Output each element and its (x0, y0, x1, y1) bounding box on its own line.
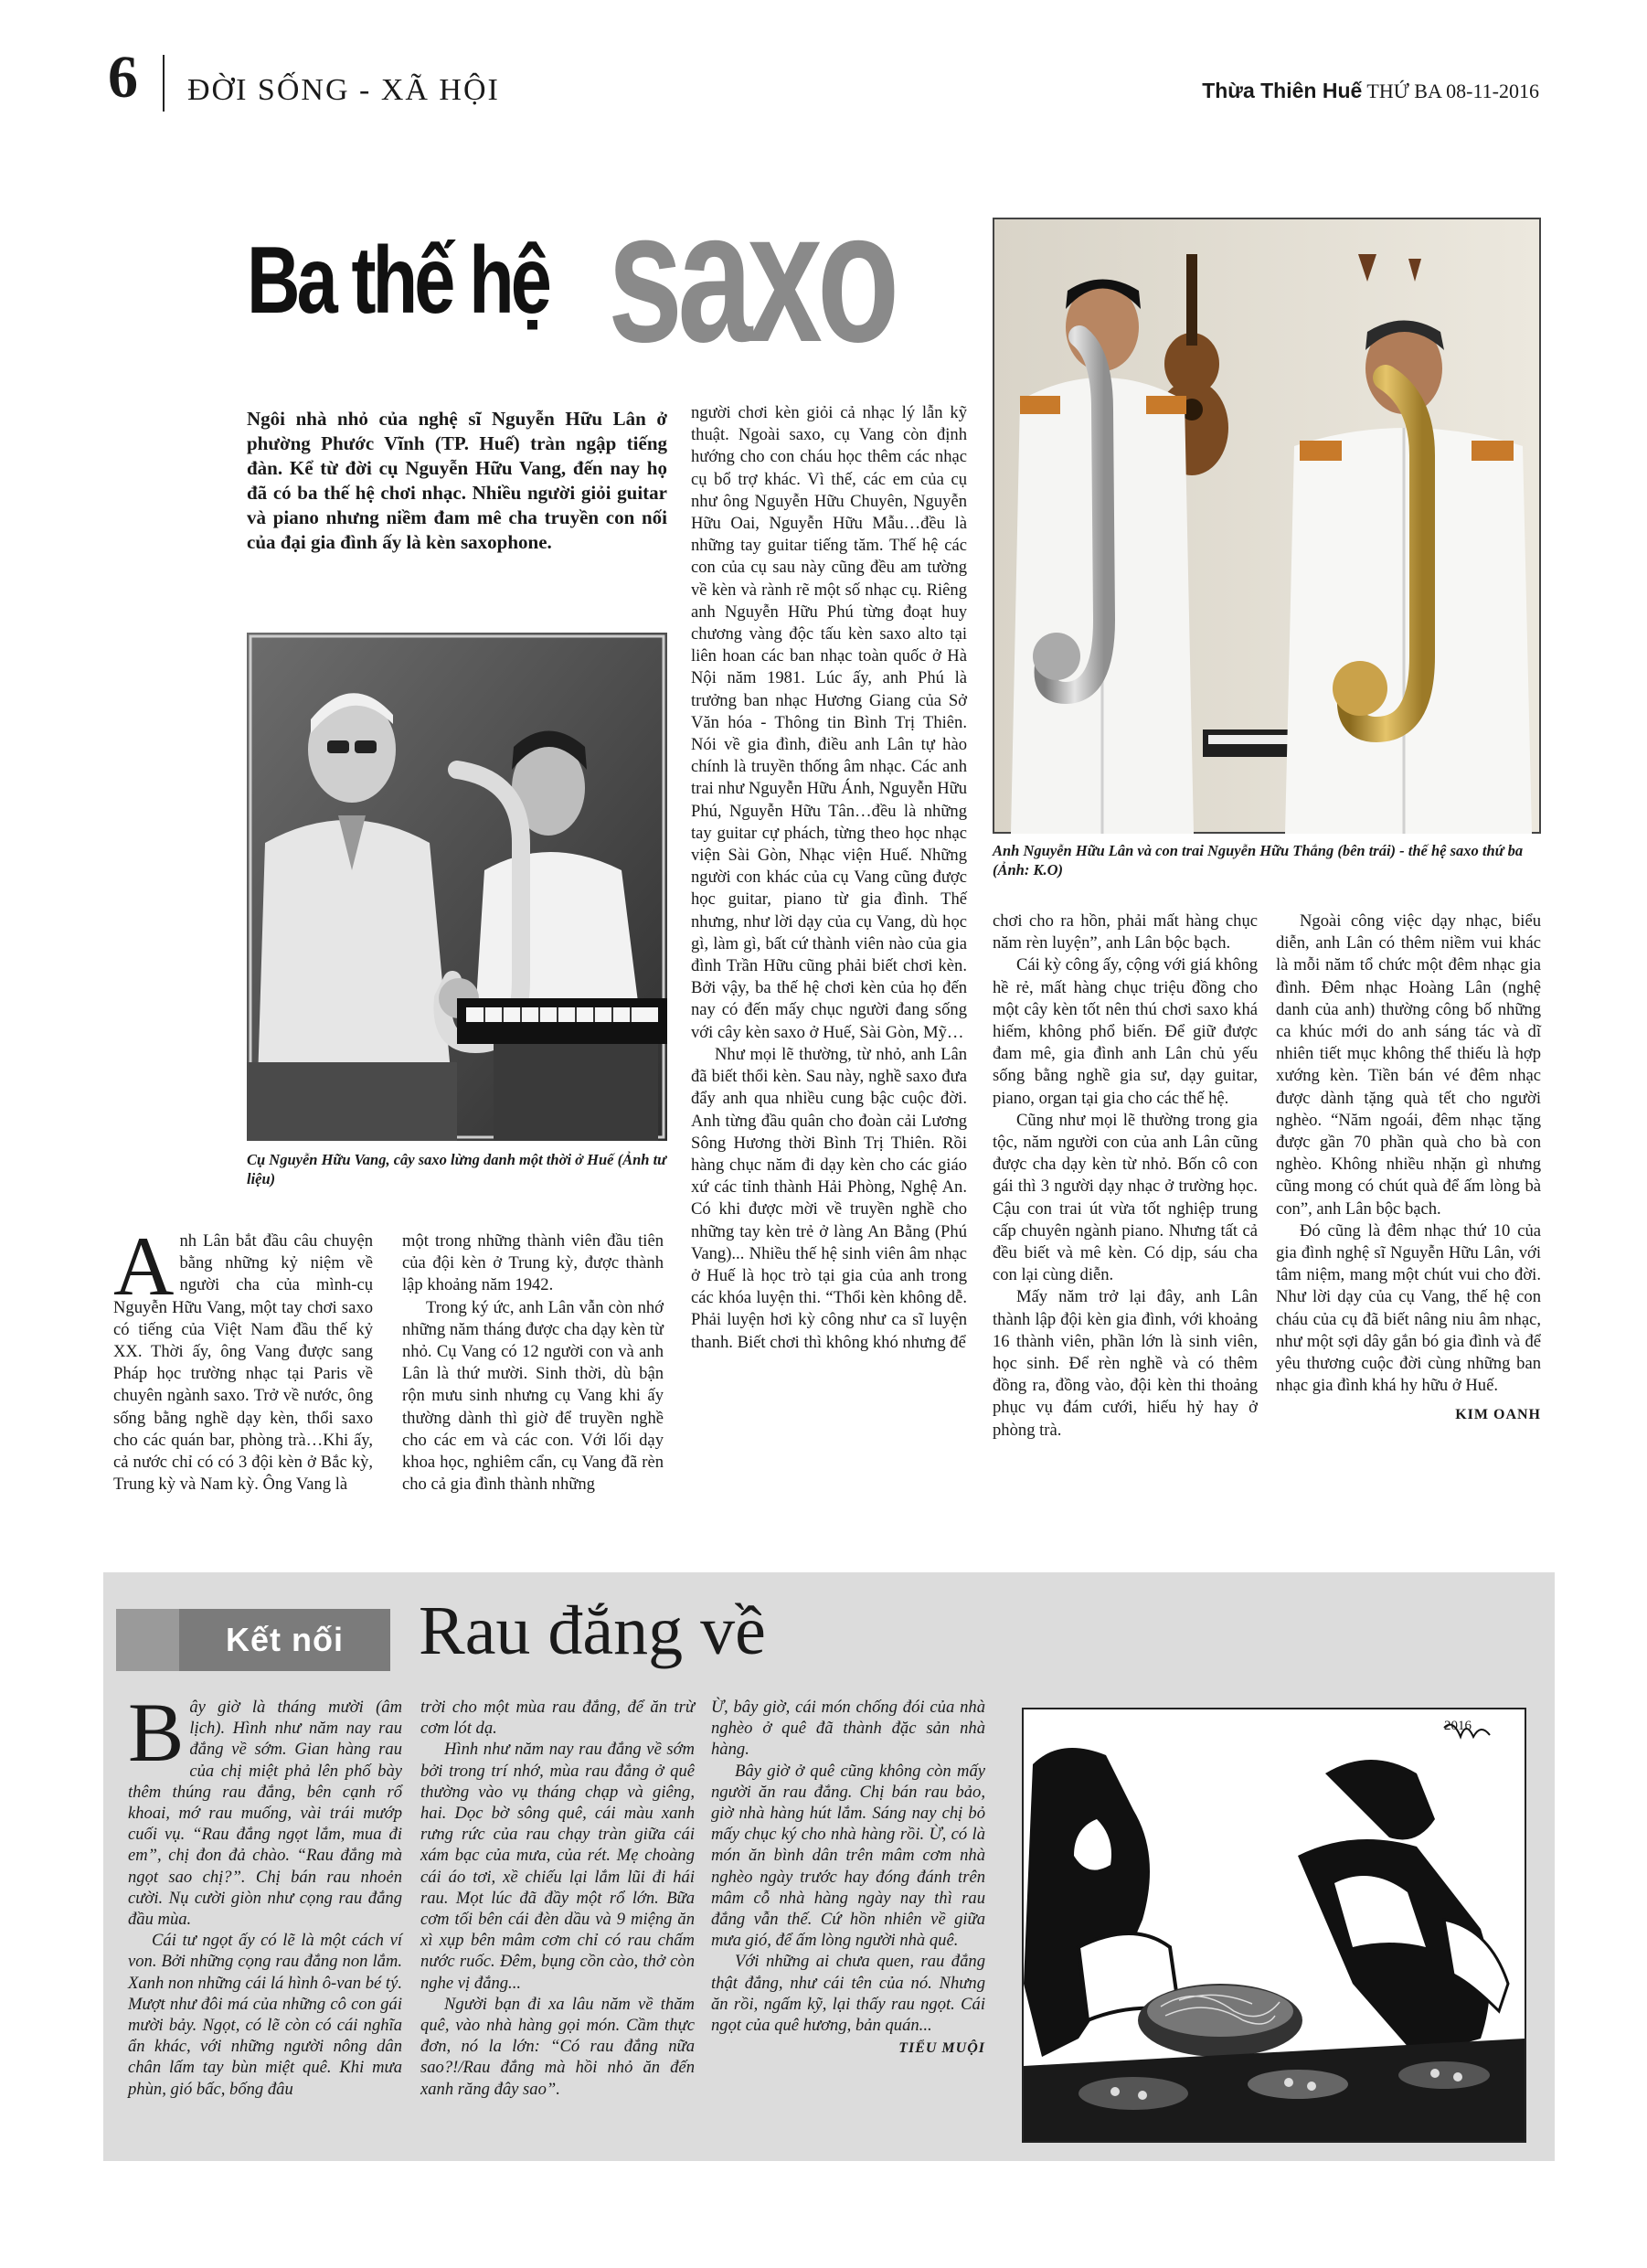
article-paragraph: Cái kỳ công ấy, cộng với giá không hề rẻ, mất hàng chục triệu đồng cho một cây kèn tốt nên thú chơi saxo khá hiếm, không phổ biến. Để giữ được đam mê, gia đình anh Lân chủ yếu sống bằng nghề gia sư, dạy guitar, piano, organ tại gia cho các thế hệ. (993, 955, 1258, 1108)
feature-paragraph: Cái tư ngọt ấy có lẽ là một cách ví von. Bởi những cọng rau đắng non lắm. Xanh non những cái lá hình ô-van bé tý. Mượt như đôi má của những cô con gái mười bảy. Ngọt, có lẽ còn có cái nghĩa ẩn khác, với những người nông dân chân lấm tay bùn miệt quê. Khi mưa phùn, gió bấc, bống đâu (128, 1931, 402, 2099)
article-title-part1: Ba thế hệ (247, 228, 549, 334)
feature-col-1 (128, 1686, 402, 2100)
photo2-caption: Anh Nguyễn Hữu Lân và con trai Nguyễn Hữu Thắng (bên trái) - thế hệ saxo thứ ba (Ảnh: K.O) (993, 842, 1524, 878)
illustration-year: 2016 (1444, 1719, 1472, 1733)
ink-drawing-image (1024, 1709, 1525, 2141)
feature-paragraph: Bây giờ ở quê cũng không còn mấy người ăn rau đắng. Chị bán rau bảo, giờ nhà hàng hút lắm. Sáng nay chị bỏ mấy chục ký cho nhà hàng rồi. Ừ, có là món ăn bình dân trên mâm cơm nhà nghèo ngày trước hay đóng đánh trên mâm cỗ nhà hàng ngày nay thì rau đắng vẫn thế. Cứ hồn nhiên về giữa mưa gió, để ấm lòng người nhà quê. (711, 1761, 985, 1951)
feature-col-3 (711, 1697, 985, 2059)
photo1-caption: Cụ Nguyễn Hữu Vang, cây saxo lừng danh một thời ở Huế (Ảnh tư liệu) (247, 1151, 667, 1187)
article-col-1 (113, 1219, 373, 1496)
article-col-3 (691, 402, 967, 1354)
section-title: ĐỜI SỐNG - XÃ HỘI (187, 73, 500, 107)
article-paragraph: người chơi kèn giỏi cả nhạc lý lẫn kỹ thuật. Ngoài saxo, cụ Vang còn định hướng cho con cháu học thêm các nhạc cụ bổ trợ khác. Vì thế, các em của cụ như ông Nguyễn Hữu Chuyên, Nguyễn Hữu Oai, Nguyễn Hữu Mẫu…đều là những tay guitar tiếng tăm. Thế hệ các con của cụ sau này cũng đều am tường về kèn và rành rẽ một số nhạc cụ. Riêng anh Nguyễn Hữu Phú từng đoạt huy chương vàng độc tấu kèn saxo alto tại liên hoan các ban nhạc toàn quốc ở Hà Nội năm 1981. Lúc ấy, anh Phú là trưởng ban nhạc Hương Giang của Sở Văn hóa - Thông tin Bình Trị Thiên. Nói về gia đình, điều anh Lân tự hào chính là truyền thống âm nhạc. Các anh trai như Nguyễn Hữu Ánh, Nguyễn Hữu Phú, Nguyễn Hữu Tân…đều là những tay guitar cự phách, từng theo học nhạc viện Sài Gòn, Nhạc viện Huế. Những người con khác của cụ Vang cũng được học guitar, piano từ gia đình. Thế nhưng, như lời dạy của cụ Vang, dù học gì, làm gì, bất cứ thành viên nào của gia đình Trần Hữu cũng phải biết chơi kèn. Bởi vậy, ba thế hệ chơi kèn của họ đến nay có đến mấy chục người đang sống với cây kèn saxo ở Huế, Sài Gòn, Mỹ… (691, 403, 967, 1042)
article-col-2 (402, 1230, 664, 1496)
header-divider (163, 55, 165, 112)
article-paragraph: Ngoài công việc dạy nhạc, biểu diễn, anh Lân có thêm niềm vui khác là mỗi năm tổ chức một đêm nhạc gia đình. Đêm nhạc Hoàng Lân (nghệ danh của anh) thường công bố những ca khúc mới do anh sáng tác và dĩ nhiên tiết mục không thể thiếu là hợp xướng kèn. Tiền bán vé đêm nhạc được dành tặng quà tết cho người nghèo. “Năm ngoái, đêm nhạc tặng được gần 70 phần quà cho bà con nghèo. Không nhiều nhặn gì nhưng cũng mong có chút quà để ấm lòng bà con”, anh Lân bộc bạch. (1276, 911, 1541, 1219)
feature-byline: TIỂU MUỘI (898, 2040, 985, 2057)
feature-title: Rau đắng về (419, 1592, 766, 1669)
feature-paragraph: trời cho một mùa rau đắng, để ăn trừ cơm lót dạ. (420, 1698, 695, 1739)
article-paragraph: Như mọi lẽ thường, từ nhỏ, anh Lân đã biết thổi kèn. Sau này, nghề saxo đưa đẩy anh qua nhiều cung bậc cuộc đời. Anh từng đầu quân cho đoàn cải Lương Sông Hương thời Bình Trị Thiên. Rồi hàng chục năm đi dạy kèn cho các giáo xứ các tỉnh thành Hải Phòng, Nghệ An. Có khi được mời về truyền nghề cho những tay kèn trẻ ở làng An Bằng (Phú Vang)... Nhiều thế hệ sinh viên âm nhạc ở Huế là học trò tại gia của anh trong các khóa luyện thi. “Thổi kèn không dễ. Phải luyện hơi kỳ công như ca sĩ luyện thanh. Biết chơi thì không khó nhưng để (691, 1044, 967, 1352)
article-col-4 (993, 910, 1258, 1442)
issue-date: THỨ BA 08-11-2016 (1366, 80, 1539, 102)
article-title-saxo: saxo (608, 172, 895, 381)
color-photo-image (993, 218, 1541, 834)
drop-cap: B (128, 1686, 185, 1779)
feature-tag: Kết nối (226, 1621, 344, 1658)
feature-paragraph: Ừ, bây giờ, cái món chống đói của nhà nghèo ở quê đã thành đặc sản nhà hàng. (711, 1698, 985, 1760)
article-paragraph: Cũng như mọi lẽ thường trong gia tộc, năm người con của anh Lân cũng được cha dạy kèn từ nhỏ. Bốn cô con gái thì 3 người dạy nhạc ở trường học. Cậu con trai út vừa tốt nghiệp trung cấp chuyên ngành piano. Nhưng tất cả đều biết và mê kèn. Có dịp, sáu cha con lại cùng diễn. (993, 1110, 1258, 1285)
article-paragraph: Mấy năm trở lại đây, anh Lân thành lập đội kèn gia đình, với khoảng 16 thành viên, phần lớn là sinh viên, học sinh. Để rèn nghề và có thêm đồng ra, đồng vào, đội kèn thi thoảng phục vụ đám cưới, hiếu hỷ hay ở phòng trà. (993, 1287, 1258, 1440)
article-paragraph: chơi cho ra hồn, phải mất hàng chục năm rèn luyện”, anh Lân bộc bạch. (993, 911, 1258, 953)
masthead (1202, 79, 1539, 103)
article-byline: KIM OANH (1455, 1407, 1541, 1423)
photo-nguyen-huu-vang (247, 633, 667, 1141)
feature-paragraph: Bây giờ là tháng mười (âm lịch). Hình như năm nay rau đắng về sớm. Gian hàng rau của chị miệt phả lên phố bày thêm thúng rau đắng, bên cạnh rổ khoai, mớ rau muống, vài trái mướp cuối vụ. “Rau đắng ngọt lắm, mua đi em”, chị đon đả chào. “Rau đắng mà ngọt sao chị?”. Chị bán rau nhoẻn cười. Nụ cười giòn như cọng rau đắng đầu mùa. (128, 1686, 402, 1930)
paper-name: Thừa Thiên Huế (1202, 79, 1363, 102)
photo-lan-and-son (993, 218, 1541, 834)
feature-paragraph: Với những ai chưa quen, rau đắng thật đắng, như cái tên của nó. Nhưng ăn rồi, ngấm kỹ, lại thấy rau ngọt. Cái ngọt của quê hương, bản quán... (711, 1952, 985, 2036)
drop-cap: A (113, 1219, 175, 1313)
article-col-5 (1276, 910, 1541, 1427)
article-lead: Ngôi nhà nhỏ của nghệ sĩ Nguyễn Hữu Lân ở phường Phước Vĩnh (TP. Huế) tràn ngập tiếng đàn. Kể từ đời cụ Nguyễn Hữu Vang, đến nay họ đã có ba thế hệ chơi nhạc. Nhiều người giỏi guitar và piano nhưng niềm đam mê cha truyền con nối của đại gia đình ấy là kèn saxophone. (247, 408, 667, 553)
article-paragraph: một trong những thành viên đầu tiên của đội kèn ở Trung kỳ, được thành lập khoảng năm 1942. (402, 1231, 664, 1295)
feature-paragraph: Hình như năm nay rau đắng về sớm bởi trong trí nhớ, mùa rau đắng ở quê thường vào vụ tháng chạp và giêng, hai. Dọc bờ sông quê, cái màu xanh rưng rức của rau chạy tràn giữa cái xám bạc của mưa, của rét. Mẹ choàng cái áo tơi, xề chiếu lại lắm lũi đi hái rau. Mọt lúc đã đầy một rổ lớn. Bữa cơm tối bên cái đèn dầu và 9 miệng ăn xì xụp bên mâm cơm chỉ có rau chấm nước ruốc. Đêm, bụng cồn cào, thở còn nghe vị đắng... (420, 1740, 695, 1993)
article-paragraph: Trong ký ức, anh Lân vẫn còn nhớ những năm tháng được cha dạy kèn từ nhỏ. Cụ Vang có 12 người con và anh Lân là thứ mười. Sinh thời, dù bận rộn mưu sinh nhưng cụ Vang khi ấy thường dành thì giờ để truyền nghề cho các em và các con. Với lối dạy khoa học, nghiêm cẩn, cụ Vang đã rèn cho cả gia đình thành những (402, 1297, 664, 1495)
feature-paragraph: Người bạn đi xa lâu năm về thăm quê, vào nhà hàng gọi món. Cầm thực đơn, nó la lớn: “Có rau đắng nữa sao?!/Rau đắng mà hồi nhỏ ăn đến xanh răng đây sao”. (420, 1994, 695, 2099)
article-paragraph: Đó cũng là đêm nhạc thứ 10 của gia đình nghệ sĩ Nguyễn Hữu Lân, với tâm niệm, mang một chút vui cho đời. Như lời dạy của cụ Vang, thế hệ con cháu của cụ đã biết nâng niu âm nhạc, như một sợi dây gắn bó gia đình và để yêu thương cuộc đời cùng những ban nhạc gia đình khá hy hữu ở Huế. (1276, 1220, 1541, 1396)
page-number: 6 (108, 44, 138, 111)
feature-illustration (1022, 1708, 1526, 2143)
feature-col-2 (420, 1697, 695, 2100)
article-paragraph: Anh Lân bắt đầu câu chuyện bằng những kỷ niệm về người cha của mình-cụ Nguyễn Hữu Vang, một tay chơi saxo có tiếng của Việt Nam đầu thế kỷ XX. Thời ấy, ông Vang được sang Pháp học trường nhạc tại Paris về chuyên ngành saxo. Trở về nước, ông sống bằng nghề dạy kèn, thổi saxo cho các quán bar, phòng trà…Khi ấy, cả nước chỉ có có 3 đội kèn ở Bắc kỳ, Trung kỳ và Nam kỳ. Ông Vang là (113, 1219, 373, 1495)
bw-photo-image (247, 633, 667, 1141)
